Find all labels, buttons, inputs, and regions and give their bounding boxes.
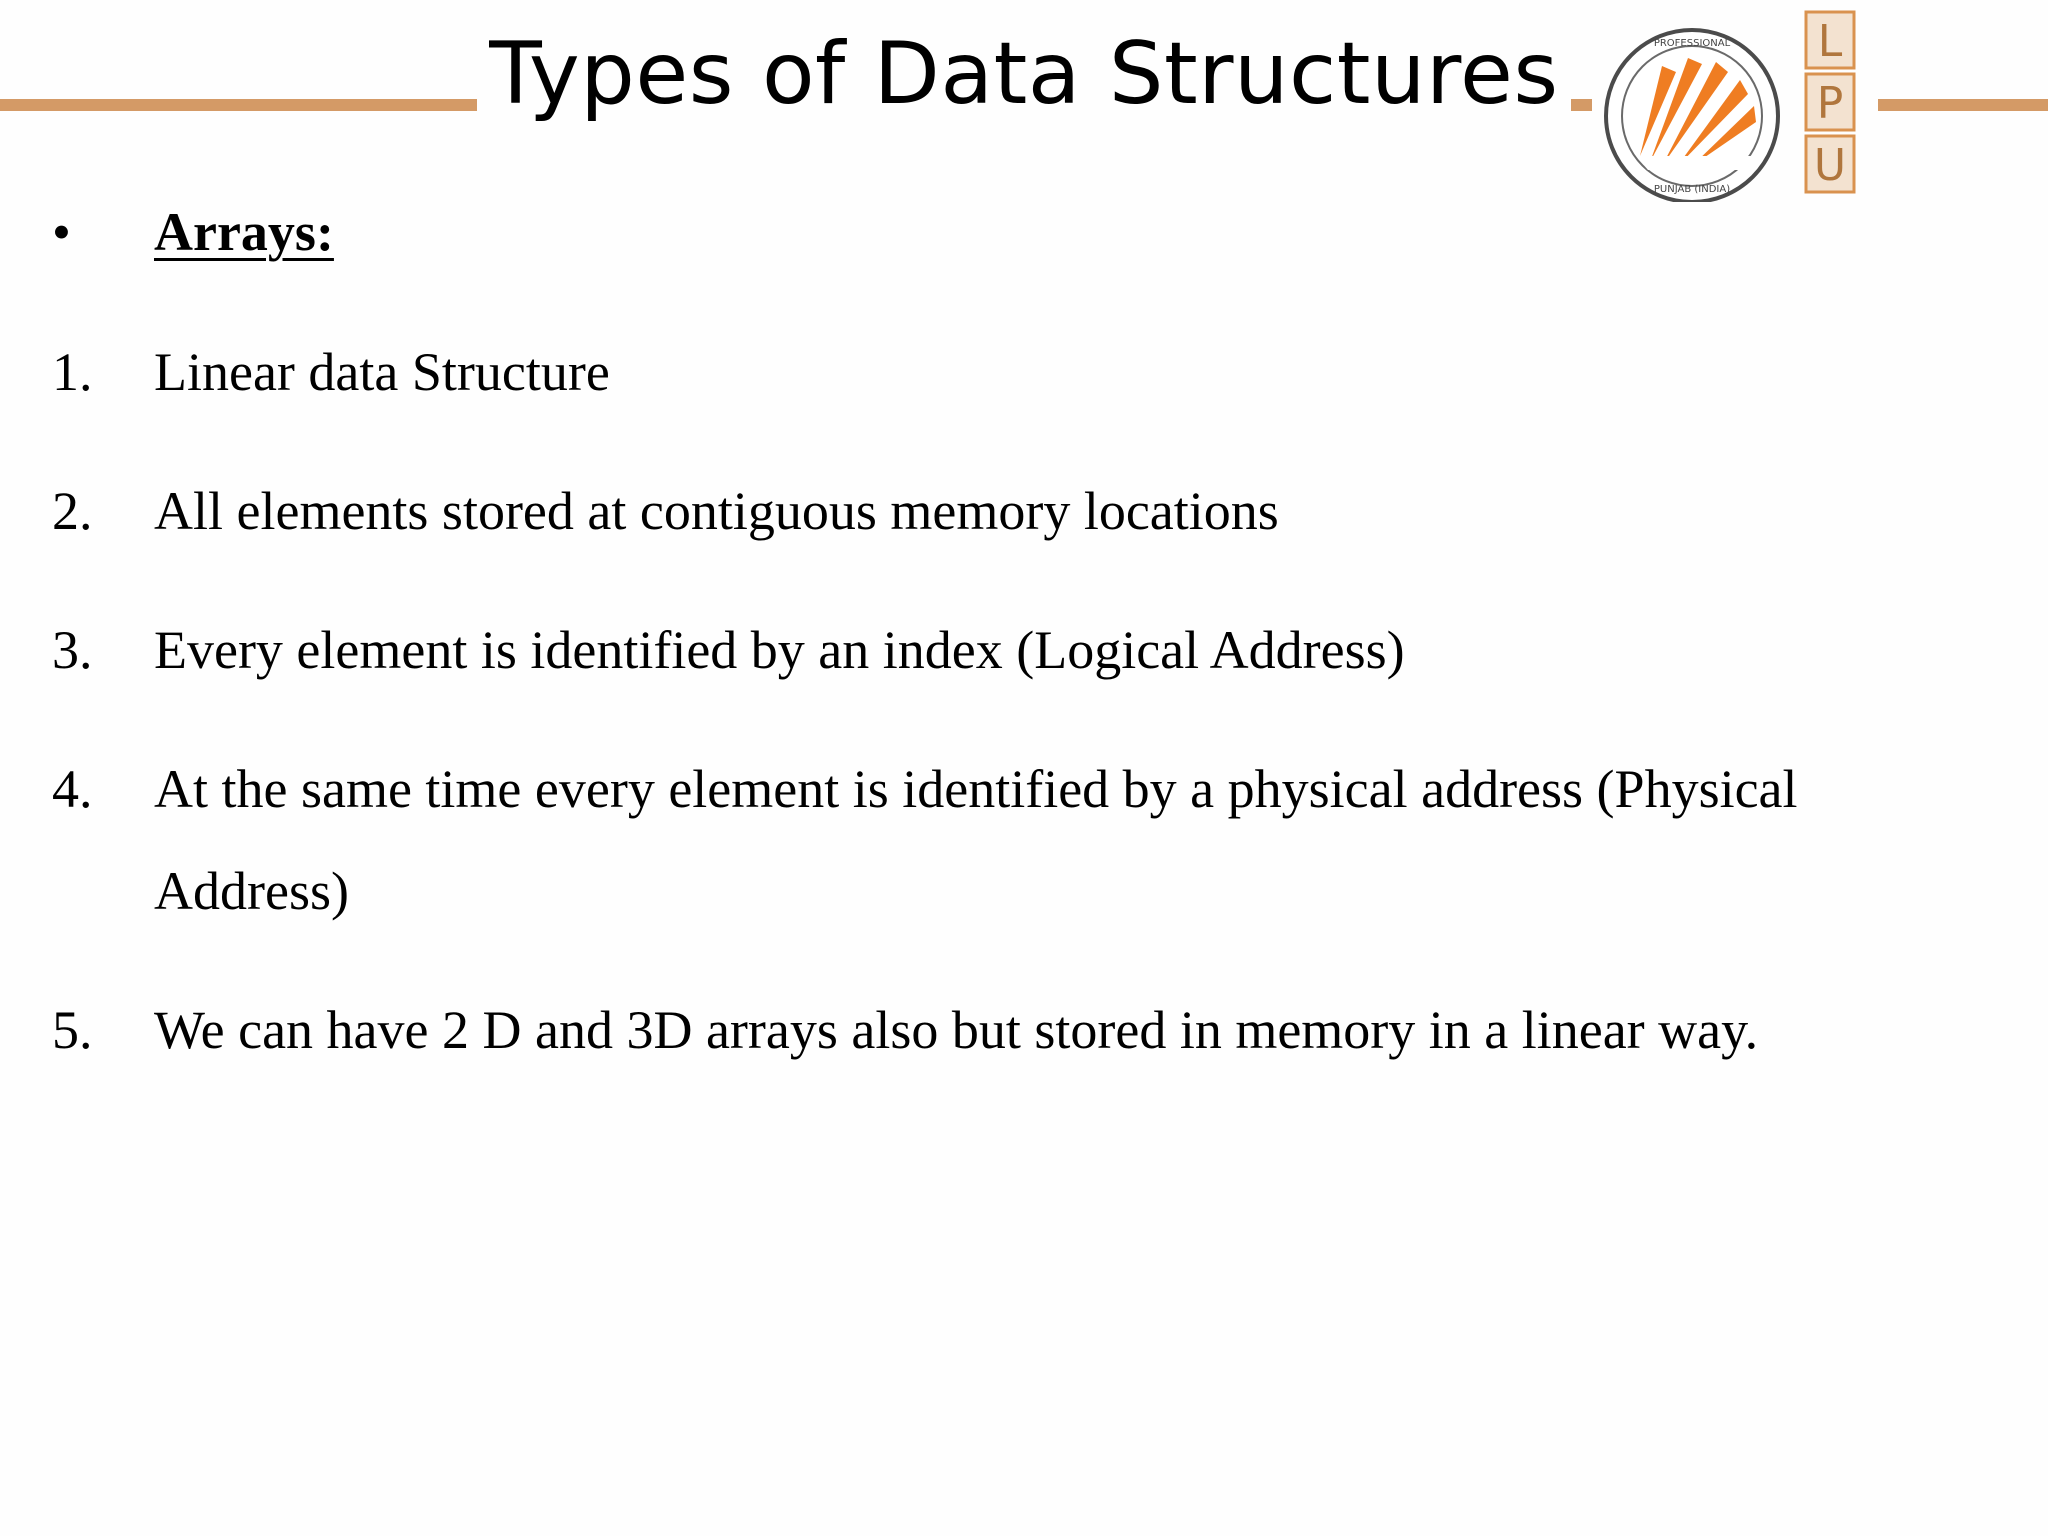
bullet-marker: • — [52, 202, 71, 262]
list-number: 3. — [52, 620, 93, 680]
svg-text:L: L — [1817, 16, 1843, 67]
lpu-logo-graphic — [1592, 6, 1878, 202]
svg-text:PUNJAB (INDIA): PUNJAB (INDIA) — [1653, 184, 1731, 195]
list-item-text: Linear data Structure — [154, 342, 610, 402]
list-number: 2. — [52, 481, 93, 541]
list-item-text: All elements stored at contiguous memory locations — [154, 481, 1279, 541]
lpu-letters-icon — [1806, 12, 1854, 192]
university-seal-icon — [1606, 30, 1778, 202]
list-item-text: Every element is identified by an index (Logical Address) — [154, 620, 1405, 680]
svg-text:PROFESSIONAL: PROFESSIONAL — [1653, 38, 1731, 49]
slide-title: Types of Data Structures — [477, 14, 1570, 134]
list-number: 1. — [52, 342, 93, 402]
section-heading: Arrays: — [154, 202, 334, 262]
svg-text:U: U — [1813, 140, 1847, 191]
list-item-text: We can have 2 D and 3D arrays also but stored in memory in a linear way. — [154, 1000, 1759, 1060]
list-item-text: At the same time every element is identified by a physical address (Physical — [154, 759, 1798, 819]
list-number: 5. — [52, 1000, 93, 1060]
lpu-logo — [1592, 6, 1878, 202]
list-number: 4. — [52, 759, 93, 819]
svg-text:P: P — [1816, 78, 1844, 129]
list-item-text-line2: Address) — [154, 861, 349, 921]
